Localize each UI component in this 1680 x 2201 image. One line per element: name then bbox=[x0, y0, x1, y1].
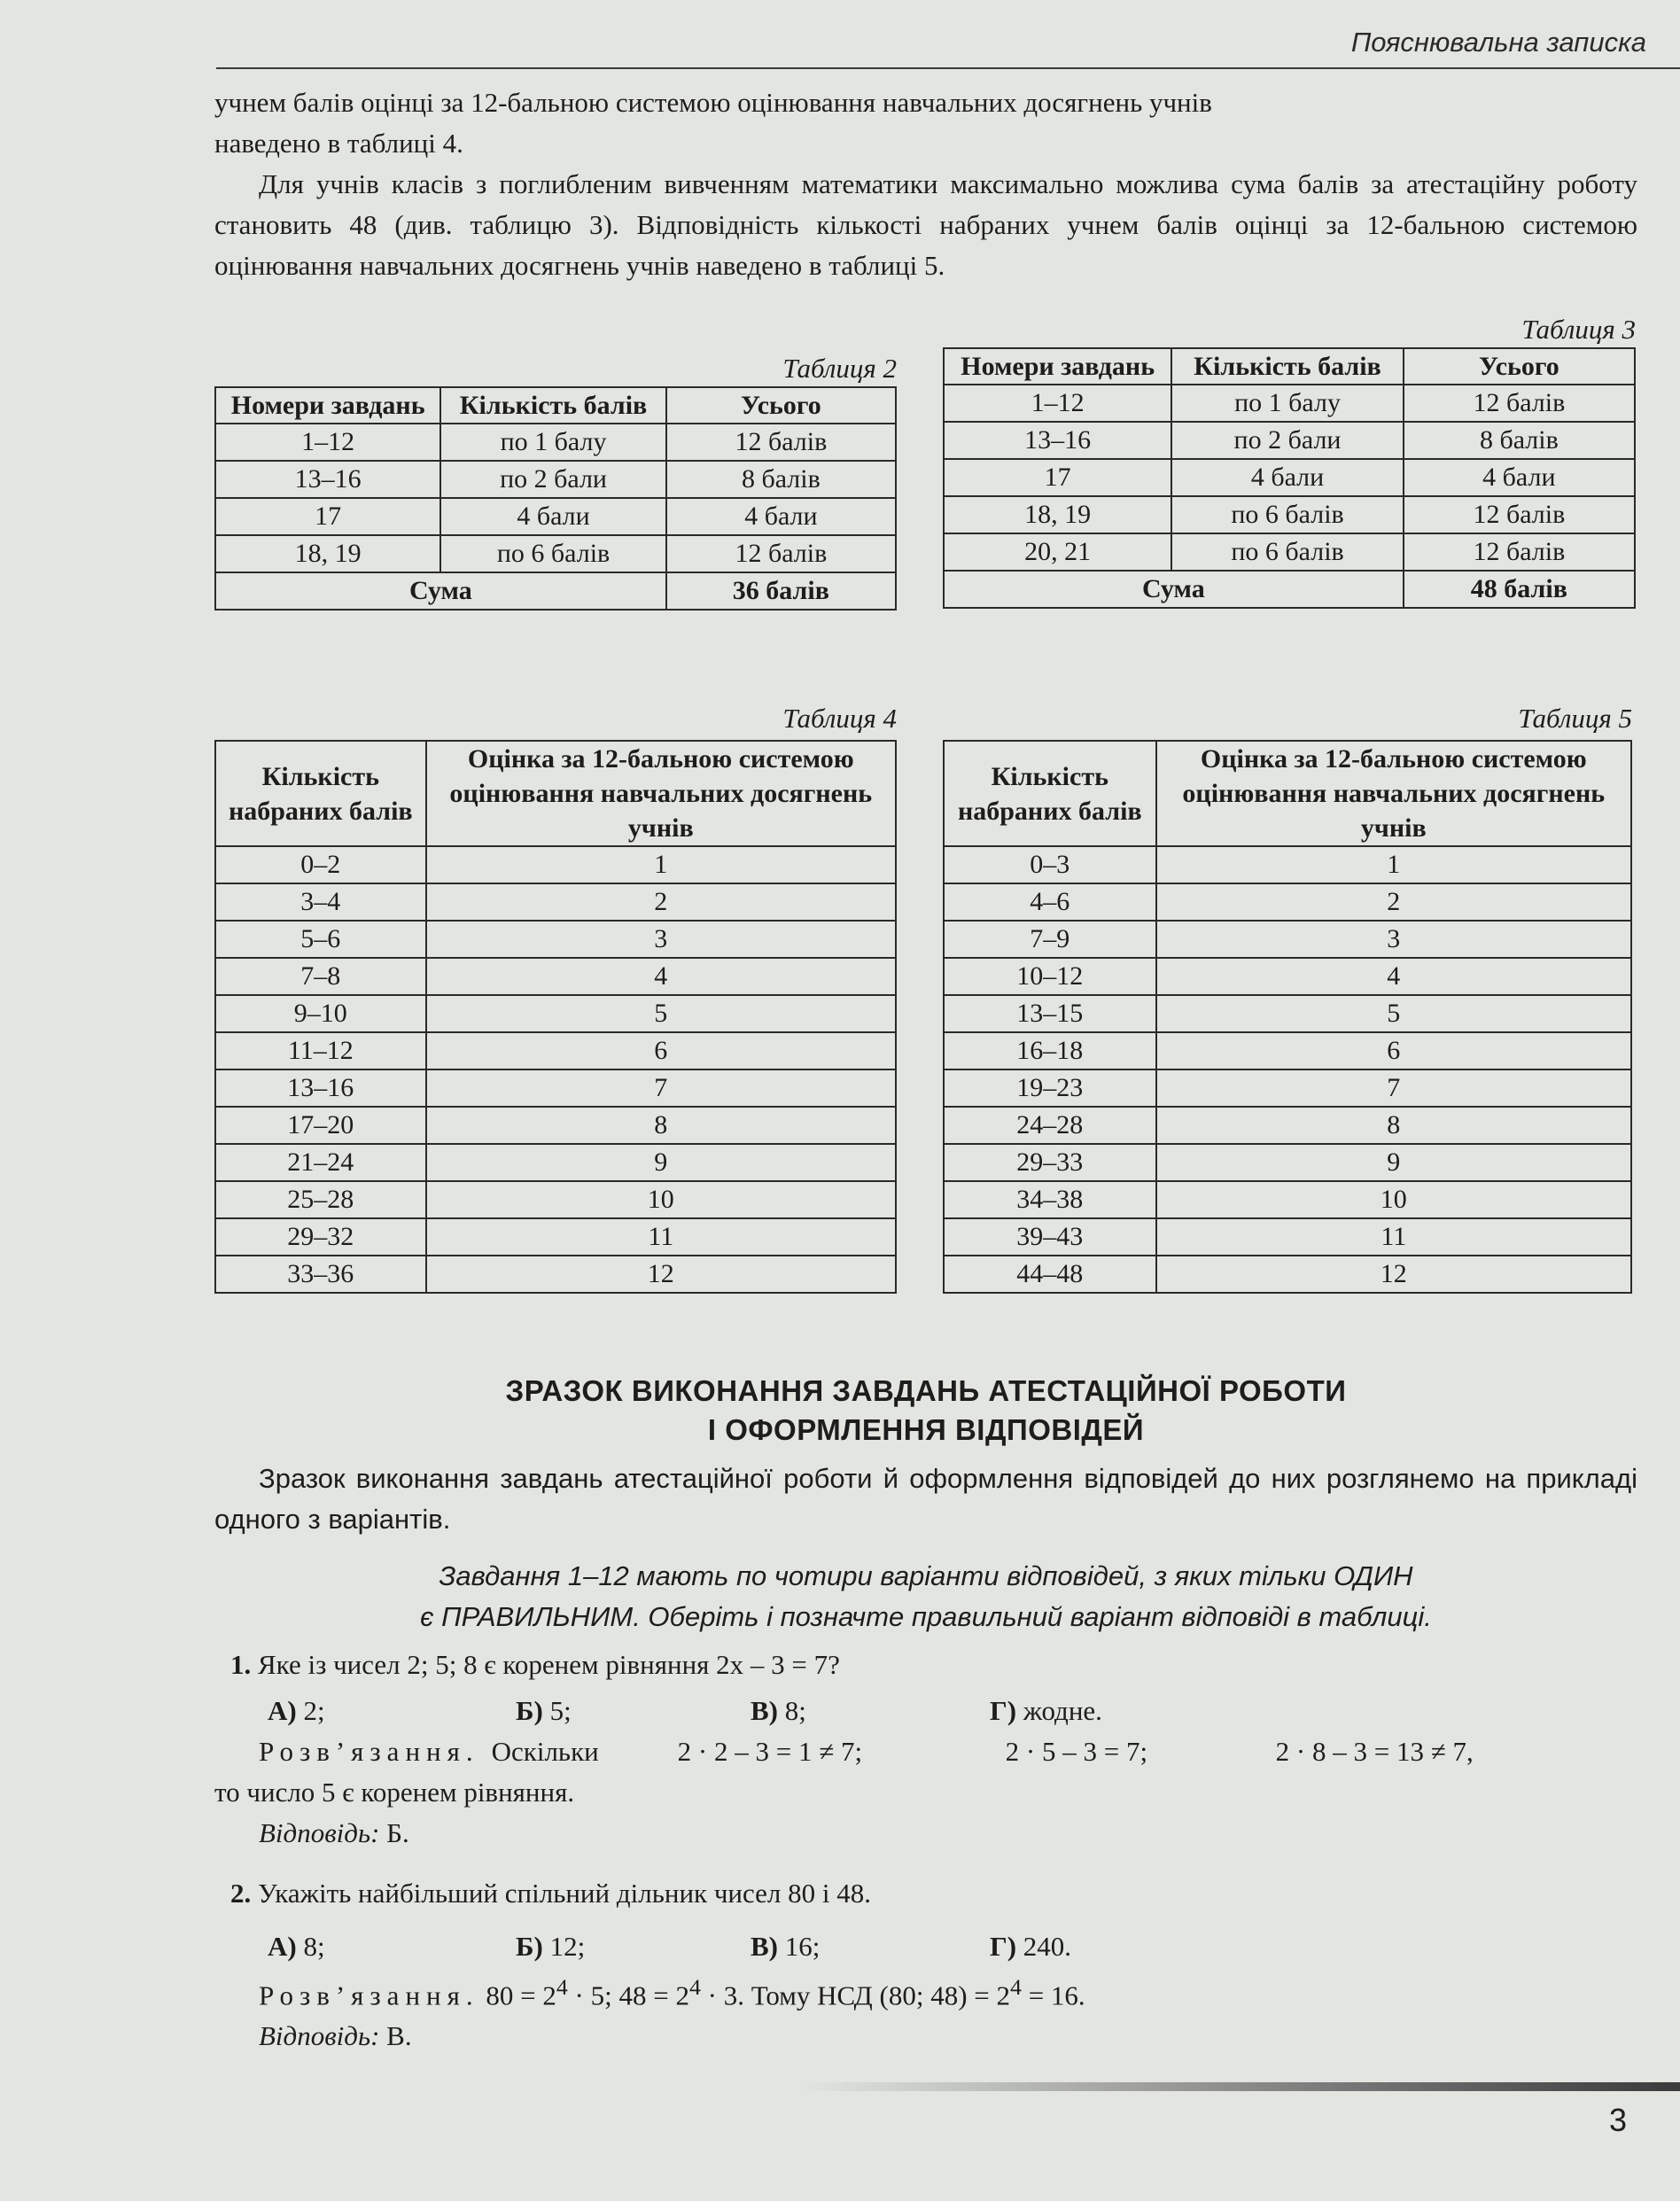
table4-row bbox=[215, 846, 896, 883]
table3-sum-value: 48 балів bbox=[1404, 571, 1635, 608]
table2-cell: 4 бали bbox=[666, 498, 896, 535]
table4-row bbox=[215, 1181, 896, 1218]
task2-options bbox=[214, 1926, 1637, 1967]
task2-number: 2. bbox=[230, 1878, 252, 1909]
table4-cell: 13–16 bbox=[215, 1069, 426, 1107]
task2-option-c bbox=[751, 1926, 990, 1967]
table4-cell: 4 bbox=[426, 958, 896, 995]
task1-option-c-value: 8; bbox=[784, 1695, 806, 1726]
section-heading bbox=[214, 1372, 1637, 1450]
table4-cell: 1 bbox=[426, 846, 896, 883]
table4-row bbox=[215, 1107, 896, 1144]
task1-option-a-letter: А) bbox=[268, 1695, 297, 1726]
task1-option-a bbox=[268, 1691, 516, 1731]
table4-cell: 7–8 bbox=[215, 958, 426, 995]
task1-option-d-value: жодне. bbox=[1023, 1695, 1102, 1726]
task2-answer-value: В. bbox=[386, 2020, 412, 2052]
table3-cell: по 6 балів bbox=[1171, 533, 1403, 571]
section-intro: Зразок виконання завдань атестаційної роботи й оформлення відповідей до них розглянемо на прикладі одного з варіантів. bbox=[214, 1463, 1637, 1535]
instruction bbox=[214, 1556, 1637, 1637]
table5 bbox=[943, 740, 1632, 1294]
table4-cell: 33–36 bbox=[215, 1256, 426, 1293]
table3-cell: 4 бали bbox=[1404, 459, 1635, 496]
table3-cell: 8 балів bbox=[1404, 422, 1635, 459]
table2-cell: 18, 19 bbox=[215, 535, 440, 572]
table3-cell: 12 балів bbox=[1404, 385, 1635, 422]
task1-text: Яке із чисел 2; 5; 8 є коренем рівняння 2x – 3 = 7? bbox=[258, 1649, 840, 1680]
table5-cell: 7–9 bbox=[944, 921, 1156, 958]
table3-cell: 17 bbox=[944, 459, 1171, 496]
table3-cell: 4 бали bbox=[1171, 459, 1403, 496]
task2-option-d-letter: Г) bbox=[990, 1931, 1017, 1962]
table4 bbox=[214, 740, 897, 1294]
task2-sup1: 4 bbox=[556, 1974, 568, 2000]
task2-question bbox=[214, 1873, 1637, 1914]
task2-sup3: 4 bbox=[1010, 1974, 1022, 2000]
table3-sum-label: Сума bbox=[944, 571, 1404, 608]
table5-cell: 1 bbox=[1156, 846, 1631, 883]
table4-block bbox=[214, 701, 897, 1294]
table5-cell: 4–6 bbox=[944, 883, 1156, 921]
table5-cell: 44–48 bbox=[944, 1256, 1156, 1293]
table4-cell: 2 bbox=[426, 883, 896, 921]
table5-cell: 12 bbox=[1156, 1256, 1631, 1293]
table4-cell: 25–28 bbox=[215, 1181, 426, 1218]
table4-row bbox=[215, 883, 896, 921]
task2-sup2: 4 bbox=[688, 1974, 701, 2000]
instruction-line1: Завдання 1–12 мають по чотири варіанти відповідей, з яких тільки ОДИН bbox=[439, 1560, 1413, 1591]
task2-option-b-value: 12; bbox=[549, 1931, 586, 1962]
task2-text: Укажіть найбільший спільний дільник чисел 80 і 48. bbox=[258, 1878, 872, 1909]
table4-header-1: Кількість набраних балів bbox=[215, 741, 426, 846]
table5-cell: 2 bbox=[1156, 883, 1631, 921]
task1-answer bbox=[214, 1813, 1637, 1854]
task2-sol-a: 80 = 2 bbox=[486, 1979, 556, 2011]
task1-answer-label: Відповідь: bbox=[259, 1817, 380, 1848]
table4-row bbox=[215, 958, 896, 995]
table4-row bbox=[215, 995, 896, 1032]
table5-row bbox=[944, 1069, 1631, 1107]
table4-cell: 3 bbox=[426, 921, 896, 958]
table3-row bbox=[944, 533, 1635, 571]
table5-cell: 5 bbox=[1156, 995, 1631, 1032]
table2-cell: по 2 бали bbox=[440, 461, 665, 498]
table4-cell: 5 bbox=[426, 995, 896, 1032]
table2 bbox=[214, 386, 897, 611]
table4-cell: 8 bbox=[426, 1107, 896, 1144]
task1-solution-part1: Оскільки bbox=[491, 1736, 599, 1767]
task1-answer-value: Б. bbox=[386, 1817, 409, 1848]
header-rule bbox=[216, 67, 1680, 69]
table5-cell: 7 bbox=[1156, 1069, 1631, 1107]
section-heading-line1: ЗРАЗОК ВИКОНАННЯ ЗАВДАНЬ АТЕСТАЦІЙНОЇ РОБОТИ bbox=[505, 1374, 1347, 1407]
table5-row bbox=[944, 1107, 1631, 1144]
table3-header-1: Номери завдань bbox=[944, 348, 1171, 385]
table5-row bbox=[944, 1218, 1631, 1256]
task2-solution-label: Розв’язання. bbox=[259, 1979, 479, 2011]
section-heading-line2: І ОФОРМЛЕННЯ ВІДПОВІДЕЙ bbox=[707, 1413, 1145, 1446]
table4-cell: 9–10 bbox=[215, 995, 426, 1032]
table4-cell: 3–4 bbox=[215, 883, 426, 921]
table5-row bbox=[944, 921, 1631, 958]
table2-cell: 4 бали bbox=[440, 498, 665, 535]
table2-block bbox=[214, 351, 897, 611]
table4-cell: 17–20 bbox=[215, 1107, 426, 1144]
task2-option-c-value: 16; bbox=[784, 1931, 821, 1962]
task2-option-a bbox=[268, 1926, 516, 1967]
table2-caption: Таблиця 2 bbox=[782, 353, 897, 384]
task1-solution bbox=[214, 1731, 1637, 1772]
task1-option-b-value: 5; bbox=[549, 1695, 572, 1726]
table3-row bbox=[944, 385, 1635, 422]
table5-cell: 0–3 bbox=[944, 846, 1156, 883]
task1-option-a-value: 2; bbox=[303, 1695, 325, 1726]
task1-eq2: 2 · 5 – 3 = 7; bbox=[1005, 1736, 1148, 1767]
table4-cell: 6 bbox=[426, 1032, 896, 1069]
table3-cell: 12 балів bbox=[1404, 533, 1635, 571]
running-header: Пояснювальна записка bbox=[1350, 27, 1646, 58]
table5-row bbox=[944, 958, 1631, 995]
table3-row bbox=[944, 459, 1635, 496]
table5-row bbox=[944, 883, 1631, 921]
task2-option-d-value: 240. bbox=[1023, 1931, 1072, 1962]
footer-bar bbox=[797, 2082, 1680, 2091]
table2-cell: 8 балів bbox=[666, 461, 896, 498]
table5-header-1: Кількість набраних балів bbox=[944, 741, 1156, 846]
task1-options bbox=[214, 1691, 1637, 1731]
table5-row bbox=[944, 1256, 1631, 1293]
task2-solution bbox=[214, 1967, 1637, 2016]
table5-cell: 16–18 bbox=[944, 1032, 1156, 1069]
table3-cell: 20, 21 bbox=[944, 533, 1171, 571]
task2-sol-b: · 5; 48 = 2 bbox=[567, 1979, 689, 2011]
task1-eq1: 2 · 2 – 3 = 1 ≠ 7; bbox=[677, 1736, 863, 1767]
intro-line1: учнем балів оцінці за 12-бальною системою оцінювання навчальних досягнень учнів bbox=[214, 87, 1212, 118]
table5-cell: 29–33 bbox=[944, 1144, 1156, 1181]
table4-caption: Таблиця 4 bbox=[782, 703, 897, 734]
table2-header-1: Номери завдань bbox=[215, 387, 440, 424]
table5-cell: 10–12 bbox=[944, 958, 1156, 995]
table2-row bbox=[215, 498, 896, 535]
table4-cell: 9 bbox=[426, 1144, 896, 1181]
table4-header-2: Оцінка за 12-бальною системою оцінювання навчальних досягнень учнів bbox=[426, 741, 896, 846]
table4-row bbox=[215, 1218, 896, 1256]
table4-row bbox=[215, 1144, 896, 1181]
task2-answer-label: Відповідь: bbox=[259, 2020, 380, 2052]
table2-header-2: Кількість балів bbox=[440, 387, 665, 424]
table5-row bbox=[944, 846, 1631, 883]
table4-row bbox=[215, 1032, 896, 1069]
table5-cell: 10 bbox=[1156, 1181, 1631, 1218]
task1-option-d-letter: Г) bbox=[990, 1695, 1017, 1726]
table2-sum-value: 36 балів bbox=[666, 572, 896, 610]
task1-option-b-letter: Б) bbox=[516, 1695, 543, 1726]
table3-caption: Таблиця 3 bbox=[1521, 314, 1636, 345]
table5-cell: 11 bbox=[1156, 1218, 1631, 1256]
table3-cell: по 6 балів bbox=[1171, 496, 1403, 533]
table4-cell: 11–12 bbox=[215, 1032, 426, 1069]
task1-question bbox=[214, 1645, 1637, 1685]
table5-row bbox=[944, 1181, 1631, 1218]
table4-cell: 12 bbox=[426, 1256, 896, 1293]
task2-option-d bbox=[990, 1926, 1071, 1967]
task2-option-c-letter: В) bbox=[751, 1931, 778, 1962]
task1-eq3: 2 · 8 – 3 = 13 ≠ 7, bbox=[1275, 1736, 1474, 1767]
table3-block bbox=[943, 312, 1636, 609]
table4-cell: 10 bbox=[426, 1181, 896, 1218]
task2-option-b bbox=[516, 1926, 751, 1967]
table5-cell: 19–23 bbox=[944, 1069, 1156, 1107]
table2-cell: по 6 балів bbox=[440, 535, 665, 572]
table4-row bbox=[215, 1069, 896, 1107]
task2-option-a-letter: А) bbox=[268, 1931, 297, 1962]
table3 bbox=[943, 347, 1636, 609]
task2-sol-d: = 16. bbox=[1021, 1979, 1085, 2011]
task1-solution-label: Розв’язання. bbox=[259, 1736, 479, 1767]
table3-row bbox=[944, 422, 1635, 459]
task2-option-b-letter: Б) bbox=[516, 1931, 543, 1962]
task1 bbox=[214, 1645, 1637, 1854]
table5-row bbox=[944, 995, 1631, 1032]
table2-cell: 17 bbox=[215, 498, 440, 535]
table3-cell: по 1 балу bbox=[1171, 385, 1403, 422]
table5-row bbox=[944, 1032, 1631, 1069]
table2-row bbox=[215, 424, 896, 461]
table2-header-3: Усього bbox=[666, 387, 896, 424]
table5-header-2: Оцінка за 12-бальною системою оцінювання навчальних досягнень учнів bbox=[1156, 741, 1631, 846]
table5-cell: 24–28 bbox=[944, 1107, 1156, 1144]
table4-cell: 0–2 bbox=[215, 846, 426, 883]
table4-cell: 29–32 bbox=[215, 1218, 426, 1256]
table4-cell: 11 bbox=[426, 1218, 896, 1256]
table3-cell: 12 балів bbox=[1404, 496, 1635, 533]
table5-caption: Таблиця 5 bbox=[1518, 703, 1632, 734]
intro-text bbox=[214, 82, 1637, 286]
table5-cell: 34–38 bbox=[944, 1181, 1156, 1218]
instruction-line2: є ПРАВИЛЬНИМ. Оберіть і позначте правильний варіант відповіді в таблиці. bbox=[420, 1601, 1432, 1632]
table2-row bbox=[215, 461, 896, 498]
table3-cell: 1–12 bbox=[944, 385, 1171, 422]
table3-cell: по 2 бали bbox=[1171, 422, 1403, 459]
table5-cell: 8 bbox=[1156, 1107, 1631, 1144]
table3-cell: 13–16 bbox=[944, 422, 1171, 459]
table2-cell: 12 балів bbox=[666, 424, 896, 461]
table5-cell: 6 bbox=[1156, 1032, 1631, 1069]
task2-sol-c: · 3. Тому НСД (80; 48) = 2 bbox=[700, 1979, 1011, 2011]
task1-option-b bbox=[516, 1691, 751, 1731]
task2-option-a-value: 8; bbox=[303, 1931, 325, 1962]
table3-cell: 18, 19 bbox=[944, 496, 1171, 533]
task1-option-d bbox=[990, 1691, 1102, 1731]
table2-cell: по 1 балу bbox=[440, 424, 665, 461]
table5-cell: 39–43 bbox=[944, 1218, 1156, 1256]
table2-cell: 13–16 bbox=[215, 461, 440, 498]
page-number: 3 bbox=[1608, 2102, 1627, 2138]
table2-cell: 1–12 bbox=[215, 424, 440, 461]
table4-cell: 5–6 bbox=[215, 921, 426, 958]
task1-solution-line2: то число 5 є коренем рівняння. bbox=[214, 1777, 575, 1808]
intro-line2: наведено в таблиці 4. bbox=[214, 128, 463, 159]
table5-block bbox=[943, 701, 1632, 1294]
table3-row bbox=[944, 496, 1635, 533]
table2-row bbox=[215, 535, 896, 572]
table4-cell: 7 bbox=[426, 1069, 896, 1107]
table4-row bbox=[215, 1256, 896, 1293]
intro-paragraph2: Для учнів класів з поглибленим вивченням математики максимально можлива сума балів за атестаційну роботу становить 48 (див. таблицю 3). Відповідність кількості набраних учнем балів оцінці за 12-бальною системою оцінювання навчальних досягнень учнів наведено в таблиці 5. bbox=[214, 168, 1637, 281]
table2-sum-label: Сума bbox=[215, 572, 666, 610]
table5-cell: 3 bbox=[1156, 921, 1631, 958]
table5-cell: 4 bbox=[1156, 958, 1631, 995]
table4-row bbox=[215, 921, 896, 958]
task1-option-c bbox=[751, 1691, 990, 1731]
table5-cell: 9 bbox=[1156, 1144, 1631, 1181]
table3-header-2: Кількість балів bbox=[1171, 348, 1403, 385]
table5-cell: 13–15 bbox=[944, 995, 1156, 1032]
task2 bbox=[214, 1873, 1637, 2057]
table2-cell: 12 балів bbox=[666, 535, 896, 572]
task2-answer bbox=[214, 2016, 1637, 2057]
table3-header-3: Усього bbox=[1404, 348, 1635, 385]
task1-number: 1. bbox=[230, 1649, 252, 1680]
table4-cell: 21–24 bbox=[215, 1144, 426, 1181]
table5-row bbox=[944, 1144, 1631, 1181]
task1-option-c-letter: В) bbox=[751, 1695, 778, 1726]
